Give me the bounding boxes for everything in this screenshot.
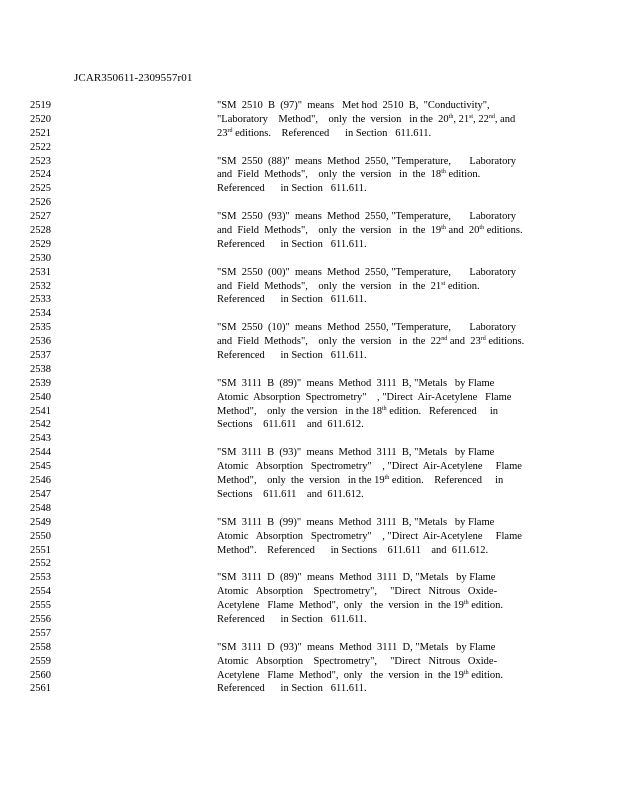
ordinal-suffix: th bbox=[448, 113, 454, 120]
text-line: "Laboratory Method", only the version in the 20th, 21st, 22nd, and bbox=[217, 113, 516, 125]
text-line: "SM 3111 B (89)" means Method 3111 B, "Metals by Flame bbox=[217, 377, 495, 389]
line-number: 2537 bbox=[30, 350, 51, 362]
line-number: 2545 bbox=[30, 461, 51, 473]
line-number: 2539 bbox=[30, 377, 51, 389]
text-line bbox=[217, 307, 532, 321]
text-line: and Field Methods", only the version in the 18th edition. bbox=[217, 169, 481, 181]
line-number: 2549 bbox=[30, 516, 51, 528]
ordinal-suffix: th bbox=[441, 225, 446, 232]
text-line bbox=[217, 141, 532, 155]
text-line: "SM 3111 D (89)" means Method 3111 D, "Metals by Flame bbox=[217, 572, 496, 584]
line-number: 2556 bbox=[30, 613, 51, 625]
text-line bbox=[217, 627, 532, 641]
line-number: 2531 bbox=[30, 266, 51, 278]
text-line: Method". Referenced in Sections 611.611 and 611.612. bbox=[217, 544, 489, 556]
line-number: 2529 bbox=[30, 238, 51, 250]
ordinal-suffix: th bbox=[381, 405, 387, 412]
text-line: and Field Methods", only the version in the 21st edition. bbox=[217, 280, 480, 292]
text-line: Acetylene Flame Method", only the version in the 19th edition. bbox=[217, 600, 503, 612]
ordinal-suffix: nd bbox=[488, 113, 495, 120]
line-number: 2526 bbox=[30, 197, 51, 209]
line-number: 2520 bbox=[30, 113, 51, 125]
line-number: 2561 bbox=[30, 683, 51, 695]
text-line: Referenced in Section 611.611. bbox=[217, 238, 367, 250]
text-line: "SM 2550 (00)" means Method 2550, "Temperature, Laboratory bbox=[217, 266, 517, 278]
text-line: "SM 3111 D (93)" means Method 3111 D, "Metals by Flame bbox=[217, 641, 496, 653]
text-line: "SM 2550 (88)" means Method 2550, "Temperature, Laboratory bbox=[217, 155, 517, 167]
line-number: 2553 bbox=[30, 572, 51, 584]
text-line bbox=[217, 557, 532, 571]
text-line: Sections 611.611 and 611.612. bbox=[217, 419, 364, 431]
line-number: 2538 bbox=[30, 363, 51, 375]
text-line: Referenced in Section 611.611. bbox=[217, 683, 367, 695]
ordinal-suffix: th bbox=[463, 600, 469, 607]
line-number: 2522 bbox=[30, 141, 51, 153]
text-line: Atomic Absorption Spectrometry", "Direct Nitrous Oxide- bbox=[217, 586, 498, 598]
text-line: and Field Methods", only the version in the 22nd and 23rd editions. bbox=[217, 336, 525, 348]
ordinal-suffix: th bbox=[384, 475, 390, 482]
ordinal-suffix: st bbox=[441, 280, 446, 287]
line-number: 2552 bbox=[30, 558, 51, 570]
document-id-header: JCAR350611-2309557r01 bbox=[74, 72, 193, 84]
line-number: 2534 bbox=[30, 308, 51, 320]
line-number: 2530 bbox=[30, 252, 51, 264]
line-number-column bbox=[30, 99, 60, 696]
line-number: 2540 bbox=[30, 391, 51, 403]
line-number: 2543 bbox=[30, 433, 51, 445]
line-number: 2532 bbox=[30, 280, 51, 292]
ordinal-suffix: nd bbox=[441, 336, 448, 343]
text-line: "SM 2550 (93)" means Method 2550, "Temperature, Laboratory bbox=[217, 211, 517, 223]
line-number: 2519 bbox=[30, 100, 51, 111]
ordinal-suffix: th bbox=[479, 225, 485, 232]
line-number: 2558 bbox=[30, 641, 51, 653]
line-number: 2542 bbox=[30, 419, 51, 431]
ordinal-suffix: th bbox=[463, 669, 469, 676]
ordinal-suffix: st bbox=[469, 113, 474, 120]
line-number: 2521 bbox=[30, 127, 51, 139]
line-number: 2524 bbox=[30, 169, 51, 181]
ordinal-suffix: rd bbox=[227, 127, 233, 134]
line-number: 2541 bbox=[30, 405, 51, 417]
text-line: "SM 3111 B (99)" means Method 3111 B, "Metals by Flame bbox=[217, 516, 495, 528]
text-line: Atomic Absorption Spectrometry", "Direct Nitrous Oxide- bbox=[217, 655, 498, 667]
document-body bbox=[217, 99, 532, 696]
text-line bbox=[217, 363, 532, 377]
text-line: Acetylene Flame Method", only the version in the 19th edition. bbox=[217, 669, 503, 681]
line-number: 2557 bbox=[30, 627, 51, 639]
line-number: 2560 bbox=[30, 669, 51, 681]
text-line bbox=[217, 432, 532, 446]
line-number: 2555 bbox=[30, 600, 51, 612]
text-line: "SM 2510 B (97)" means Met hod 2510 B, "Conductivity", bbox=[217, 100, 490, 111]
ordinal-suffix: th bbox=[441, 169, 446, 176]
text-line: Referenced in Section 611.611. bbox=[217, 613, 367, 625]
ordinal-suffix: rd bbox=[480, 336, 486, 343]
text-line: and Field Methods", only the version in the 19th and 20th editions. bbox=[217, 225, 523, 237]
line-number: 2546 bbox=[30, 475, 51, 487]
text-line: Sections 611.611 and 611.612. bbox=[217, 488, 364, 500]
text-line: Atomic Absorption Spectrometry" , "Direct Air-Acetylene Flame bbox=[217, 461, 522, 473]
line-number: 2536 bbox=[30, 336, 51, 348]
text-line: Referenced in Section 611.611. bbox=[217, 294, 367, 306]
line-number: 2527 bbox=[30, 211, 51, 223]
text-line bbox=[217, 196, 532, 210]
text-line: Method", only the version in the 19th edition. Referenced in bbox=[217, 475, 504, 487]
line-number: 2535 bbox=[30, 322, 51, 334]
line-number: 2559 bbox=[30, 655, 51, 667]
line-number: 2533 bbox=[30, 294, 51, 306]
text-line: Referenced in Section 611.611. bbox=[217, 350, 367, 362]
text-line: Method", only the version in the 18th edition. Referenced in bbox=[217, 405, 499, 417]
line-number: 2523 bbox=[30, 155, 51, 167]
line-number: 2550 bbox=[30, 530, 51, 542]
line-number: 2548 bbox=[30, 502, 51, 514]
line-number: 2547 bbox=[30, 488, 51, 500]
line-number: 2554 bbox=[30, 586, 51, 598]
text-line: 23rd editions. Referenced in Section 611.611. bbox=[217, 127, 432, 139]
text-line: "SM 2550 (10)" means Method 2550, "Temperature, Laboratory bbox=[217, 322, 517, 334]
line-number: 2544 bbox=[30, 447, 51, 459]
text-line bbox=[217, 502, 532, 516]
line-number: 2551 bbox=[30, 544, 51, 556]
line-number: 2528 bbox=[30, 225, 51, 237]
text-line: Atomic Absorption Spectrometry" , "Direct Air-Acetylene Flame bbox=[217, 530, 522, 542]
text-line: Referenced in Section 611.611. bbox=[217, 183, 367, 195]
text-line: "SM 3111 B (93)" means Method 3111 B, "Metals by Flame bbox=[217, 447, 495, 459]
text-line: Atomic Absorption Spectrometry" , "Direct Air-Acetylene Flame bbox=[217, 391, 512, 403]
line-number: 2525 bbox=[30, 183, 51, 195]
text-line bbox=[217, 252, 532, 266]
